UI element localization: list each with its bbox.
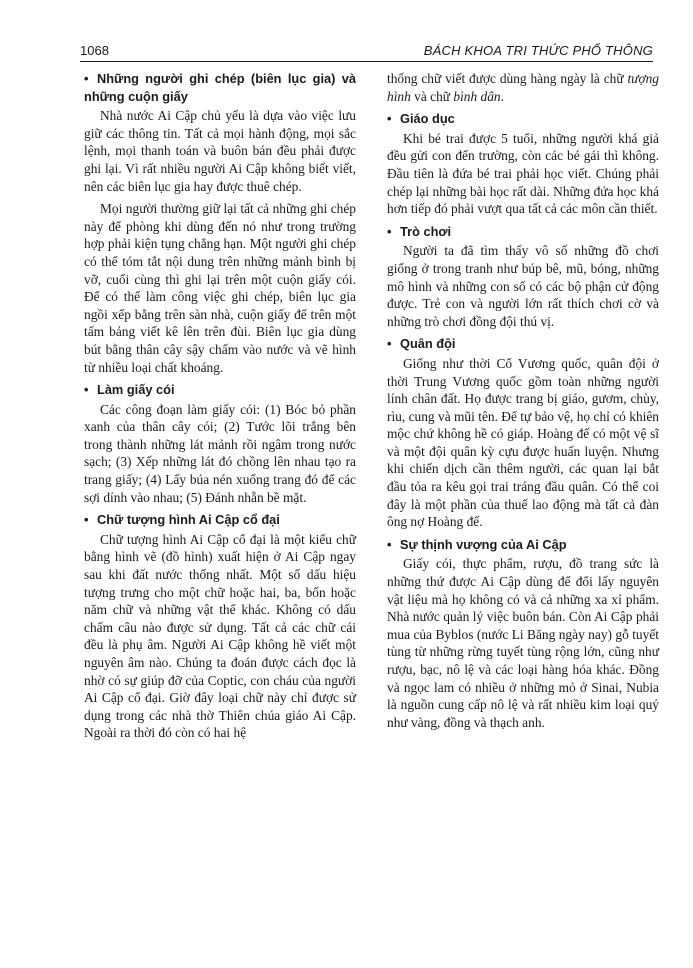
italic-term: bình dân bbox=[453, 88, 501, 104]
text-run: thống chữ viết được dùng hàng ngày là chữ bbox=[387, 71, 628, 86]
bullet-icon: • bbox=[84, 382, 89, 398]
paragraph: Các công đoạn làm giấy cói: (1) Bóc bỏ phần xanh của thân cây cói; (2) Tước lõi trắng bên trong thành những lát mảnh rồi ngâm trong nước sạch; (3) Xếp những lát đó chồng lên nhau tạo ra trang giấy; (4) Lấy búa nén xuống trang đó để các sợi dính vào nhau; (5) Đánh nhẵn bề mặt. bbox=[84, 401, 356, 505]
paragraph: Nhà nước Ai Cập chủ yếu là dựa vào việc lưu giữ các thông tin. Tất cả mọi hành động, mọi sắc lệnh, mọi thanh toán và buôn bán đều phải được ghi lại. Vì rất nhiều người Ai Cập không biết viết, nên các biên lục gia hay được thuê chép. bbox=[84, 108, 356, 194]
section-education bbox=[387, 110, 659, 218]
bullet-icon: • bbox=[387, 223, 392, 239]
heading-text: Chữ tượng hình Ai Cập cổ đại bbox=[97, 512, 280, 528]
heading-text: Làm giấy cói bbox=[97, 382, 175, 398]
heading-text: Những người ghi chép (biên lục gia) và những cuộn giấy bbox=[84, 71, 356, 104]
section-heading bbox=[387, 223, 659, 241]
paragraph: Mọi người thường giữ lại tất cả những ghi chép này để phòng khi dùng đến nó như trong trường hợp phải kiện tụng chẳng hạn. Một người ghi chép có thể tóm tắt nội dung trên những mảnh bình bị vỡ, cuối cùng thì ghi lại trên một cuộn giấy cói. Để có thể làm công việc ghi chép, biên lục gia ngồi xếp bằng trên sàn nhà, cuộn giấy để trên một tấm bảng viết kê lên trên đùi. Biên lục gia dùng bút bằng thân cây sậy chấm vào nước và vẽ hình từ nhiều loại chất khoáng. bbox=[84, 201, 356, 375]
bullet-icon: • bbox=[387, 336, 392, 352]
heading-text: Trò chơi bbox=[400, 223, 452, 239]
paragraph: Khi bé trai được 5 tuổi, những người khá giả đều gửi con đến trường, còn các bé gái thì không. Đầu tiên là đứa bé trai phải học viết. Chúng phải chép lại những bài học rất dài. Những đứa học khá hơn tiếp đó phải vượt qua tất cả các môn cần thiết. bbox=[387, 130, 659, 217]
bullet-icon: • bbox=[84, 512, 89, 528]
heading-text: Quân đội bbox=[400, 336, 456, 352]
section-scribes bbox=[84, 70, 356, 376]
paragraph: Chữ tượng hình Ai Cập cổ đại là một kiểu chữ bằng hình vẽ (đồ hình) xuất hiện ở Ai Cập ngay sau khi đất nước thống nhất. Một số dấu hiệu tượng trưng cho một chữ hoặc hai, ba, bốn hoặc năm chữ và những vật thể khác. Không có dấu chấm câu nào được sử dụng. Tất cả các chữ cái đều là phụ âm. Người Ai Cập không hề viết một nguyên âm nào. Chúng ta đoán được cách đọc là nhờ có sự giúp đỡ của Coptic, con cháu của người Ai Cập cổ đại. Giờ đây loại chữ này chỉ được sử dụng trong các nhà thờ Thiên chúa giáo Ai Cập. Ngoài ra thời đó còn có hai hệ bbox=[84, 531, 356, 741]
continued-paragraph bbox=[387, 70, 659, 105]
heading-text: Giáo dục bbox=[400, 111, 455, 127]
section-papyrus bbox=[84, 381, 356, 506]
section-heading bbox=[387, 536, 659, 554]
paragraph: Giống như thời Cổ Vương quốc, quân đội ở thời Trung Vương quốc gồm toàn những người lính chân đất. Họ được trang bị giáo, gươm, chùy, rìu, cung và mũi tên. Để tự bảo vệ, họ chỉ có khiên mộc chứ không hề có giáp. Hoàng đế có một vệ sĩ và một đội quân kỳ cựu được huấn luyện. Nhưng khi chiến dịch cần thêm người, các quan lại bắt đầu tỏa ra kêu gọi trai tráng đầu quân. Có thể coi đây là một phần của thuế lao động mà tất cả đàn ông nợ Hoàng đế. bbox=[387, 355, 659, 530]
section-prosperity bbox=[387, 536, 659, 732]
section-games bbox=[387, 223, 659, 331]
paragraph: Giấy cói, thực phẩm, rượu, đồ trang sức là những thứ được Ai Cập dùng để đổi lấy nguyên vật liệu mà họ không có và cả những xa xỉ phẩm. Nhà nước quản lý việc buôn bán. Còn Ai Cập phải mua của Byblos (nước Li Băng ngày nay) gỗ tuyết tùng từ những rừng tuyết tùng rộng lớn, cũng như rượu, bạc, nô lệ và các loại hàng hóa khác. Đồng và ngọc lam có nhiều ở những mỏ ở Sinai, Nubia là nguồn cung cấp nô lệ và rất nhiều kim loại quý như vàng, đồng và thạch anh. bbox=[387, 556, 659, 730]
bullet-icon: • bbox=[387, 536, 392, 552]
section-heading bbox=[387, 335, 659, 353]
italic-term: tượng hình bbox=[387, 71, 659, 104]
section-hieroglyphs bbox=[84, 511, 356, 742]
text-run: . bbox=[500, 88, 504, 104]
section-heading bbox=[84, 70, 356, 105]
section-heading bbox=[84, 511, 356, 529]
right-column bbox=[387, 70, 659, 736]
text-run: và chữ bbox=[410, 88, 454, 104]
section-army bbox=[387, 335, 659, 531]
left-column bbox=[84, 70, 356, 747]
paragraph: Người ta đã tìm thấy vô số những đồ chơi giống ở trong tranh như búp bê, mũ, bóng, những mô hình và những con số có các bộ phận cử động được. Trẻ con và người lớn rất thích chơi cờ và những trò chơi đồng đội thú vị. bbox=[387, 243, 659, 329]
page-header bbox=[80, 36, 653, 62]
page-number: 1068 bbox=[80, 43, 109, 58]
bullet-icon: • bbox=[84, 71, 89, 86]
bullet-icon: • bbox=[387, 111, 392, 127]
heading-text: Sự thịnh vượng của Ai Cập bbox=[400, 536, 567, 552]
section-heading bbox=[387, 110, 659, 128]
section-heading bbox=[84, 381, 356, 399]
running-title: BÁCH KHOA TRI THỨC PHỔ THÔNG bbox=[423, 43, 653, 58]
